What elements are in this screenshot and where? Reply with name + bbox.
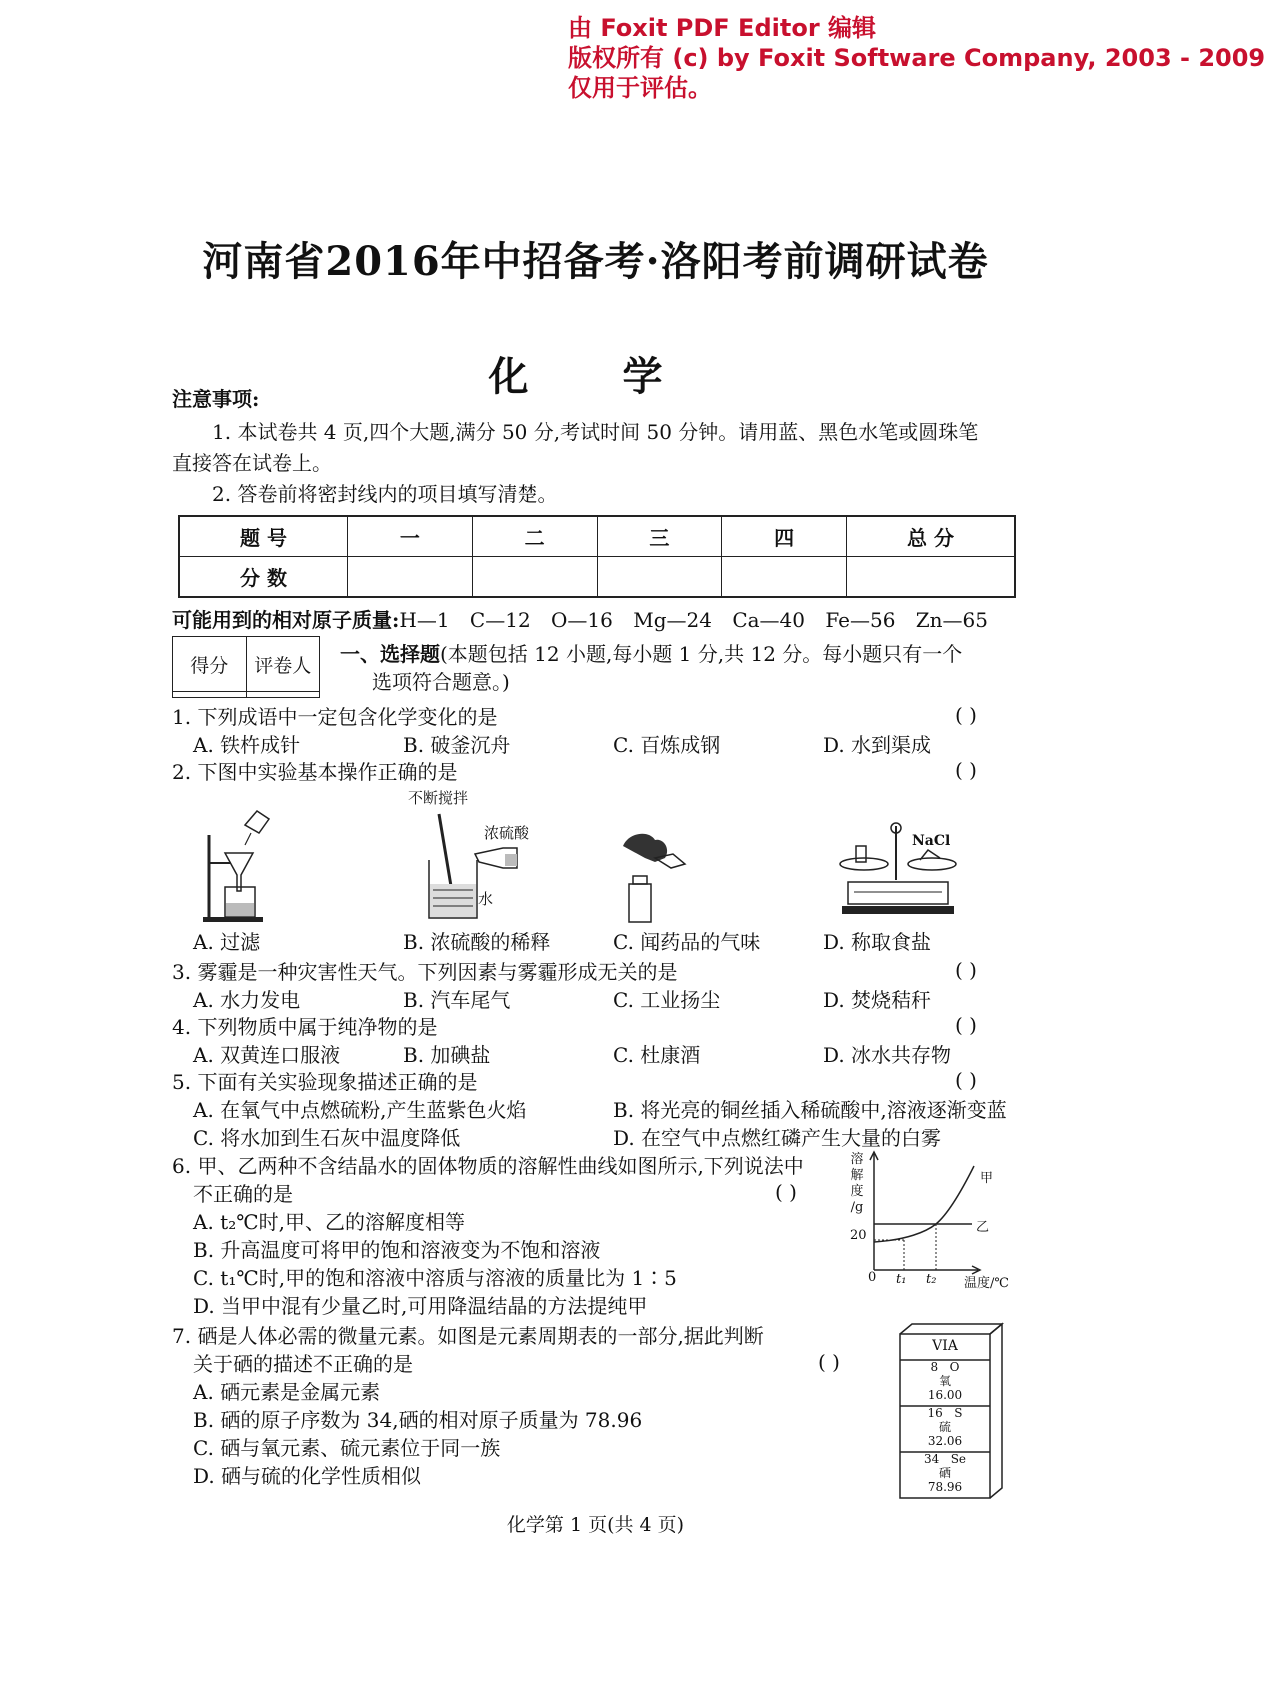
q1-option-d: D. 水到渠成 <box>823 733 932 757</box>
q2-stem: 2. 下图中实验基本操作正确的是 <box>172 760 458 784</box>
q4-option-b: B. 加碘盐 <box>403 1043 491 1067</box>
q6-chart-ylabel-3: 度 <box>850 1184 864 1199</box>
atomic-mass-label: 可能用到的相对原子质量: <box>172 608 400 632</box>
q6-chart-ylabel <box>848 1152 866 1216</box>
q7-cell-symbol: O <box>949 1360 960 1374</box>
section1-desc-a: (本题包括 12 小题,每小题 1 分,共 12 分。每小题只有一个 <box>440 642 963 666</box>
q7-answer-paren[interactable]: ( ) <box>818 1350 840 1374</box>
q5-option-a: A. 在氧气中点燃硫粉,产生蓝紫色火焰 <box>193 1098 527 1122</box>
q6-chart-series-yi: 乙 <box>976 1220 990 1235</box>
score-cell[interactable] <box>722 557 847 598</box>
q1-stem: 1. 下列成语中一定包含化学变化的是 <box>172 705 498 729</box>
score-cell[interactable] <box>597 557 722 598</box>
q7-table-cell-sulfur <box>900 1406 990 1448</box>
section1-title: 一、选择题 <box>340 642 440 666</box>
q3-option-c: C. 工业扬尘 <box>613 988 721 1012</box>
q7-table-group: VIA <box>932 1338 958 1354</box>
balance-scale-figure <box>836 820 966 924</box>
watermark-line-2: 版权所有 (c) by Foxit Software Company, 2003 - 2009 <box>568 44 1265 72</box>
q6-chart-t1: t₁ <box>896 1272 907 1287</box>
q4-answer-paren[interactable]: ( ) <box>955 1013 977 1037</box>
q7-option-c: C. 硒与氧元素、硫元素位于同一族 <box>193 1436 501 1460</box>
q7-option-a: A. 硒元素是金属元素 <box>193 1380 381 1404</box>
q7-cell-number: 34 <box>923 1452 940 1466</box>
q2-label-stir: 不断搅拌 <box>408 789 469 807</box>
q5-option-c: C. 将水加到生石灰中温度降低 <box>193 1126 461 1150</box>
score-header-cell: 题 号 <box>179 516 348 557</box>
notice-item-1b: 直接答在试卷上。 <box>172 451 332 475</box>
q2-answer-paren[interactable]: ( ) <box>955 758 977 782</box>
q7-cell-number: 8 <box>930 1360 939 1374</box>
q3-option-d: D. 焚烧秸秆 <box>823 988 932 1012</box>
q3-option-b: B. 汽车尾气 <box>403 988 511 1012</box>
q7-option-d: D. 硒与硫的化学性质相似 <box>193 1464 422 1488</box>
q2-label-water: 水 <box>478 890 494 908</box>
q7-cell-name: 硒 <box>938 1466 951 1480</box>
q7-table-cell-selenium <box>900 1452 990 1494</box>
page-footer: 化学第 1 页(共 4 页) <box>506 1514 685 1536</box>
q1-option-b: B. 破釜沉舟 <box>403 733 511 757</box>
atomic-mass-line <box>172 606 988 634</box>
q6-stem-a: 6. 甲、乙两种不含结晶水的固体物质的溶解性曲线如图所示,下列说法中 <box>172 1154 804 1178</box>
q4-option-d: D. 冰水共存物 <box>823 1043 952 1067</box>
q2-option-c: C. 闻药品的气味 <box>613 930 761 954</box>
q1-option-a: A. 铁杵成针 <box>193 733 301 757</box>
q6-stem-b: 不正确的是 <box>193 1182 293 1206</box>
grader-score-cell[interactable] <box>173 692 247 698</box>
q7-option-b: B. 硒的原子序数为 34,硒的相对原子质量为 78.96 <box>193 1408 643 1432</box>
q5-option-b: B. 将光亮的铜丝插入稀硫酸中,溶液逐渐变蓝 <box>613 1098 1007 1122</box>
q2-option-b: B. 浓硫酸的稀释 <box>403 930 551 954</box>
q1-answer-paren[interactable]: ( ) <box>955 703 977 727</box>
watermark-line-1: 由 Foxit PDF Editor 编辑 <box>568 14 877 42</box>
q6-answer-paren[interactable]: ( ) <box>775 1180 797 1204</box>
q7-stem-a: 7. 硒是人体必需的微量元素。如图是元素周期表的一部分,据此判断 <box>172 1324 764 1348</box>
q2-option-d: D. 称取食盐 <box>823 930 932 954</box>
q6-option-d: D. 当甲中混有少量乙时,可用降温结晶的方法提纯甲 <box>193 1294 648 1318</box>
section1-desc-b: 选项符合题意。) <box>372 670 510 694</box>
score-header-cell: 一 <box>348 516 473 557</box>
notice-heading: 注意事项: <box>172 387 260 411</box>
atomic-mass-values: H—1 C—12 O—16 Mg—24 Ca—40 Fe—56 Zn—65 <box>399 608 988 632</box>
q7-table-cell-oxygen <box>900 1360 990 1402</box>
q7-cell-number: 16 <box>927 1406 943 1420</box>
q7-cell-mass: 16.00 <box>927 1388 963 1402</box>
q7-cell-name: 氧 <box>938 1374 951 1388</box>
grader-reviewer-label: 评卷人 <box>246 637 320 692</box>
score-table-header-row <box>179 516 1015 557</box>
score-row-label: 分 数 <box>179 557 348 598</box>
q6-solubility-chart <box>866 1150 986 1272</box>
notice-item-2: 2. 答卷前将密封线内的项目填写清楚。 <box>212 482 558 506</box>
q6-chart-series-jia: 甲 <box>980 1171 994 1186</box>
score-header-cell: 二 <box>472 516 597 557</box>
grader-box <box>172 636 320 698</box>
section1-header <box>340 640 962 668</box>
notice-item-1a: 1. 本试卷共 4 页,四个大题,满分 50 分,考试时间 50 分钟。请用蓝、黑色水笔或圆珠笔 <box>212 420 979 444</box>
q7-stem-b: 关于硒的描述不正确的是 <box>193 1352 413 1376</box>
filtration-apparatus-figure <box>195 805 280 925</box>
score-table-score-row <box>179 557 1015 598</box>
score-cell[interactable] <box>472 557 597 598</box>
exam-title: 河南省2016年中招备考·洛阳考前调研试卷 <box>202 238 989 285</box>
q6-chart-xlabel: 温度/℃ <box>964 1276 1009 1291</box>
q3-stem: 3. 雾霾是一种灾害性天气。下列因素与雾霾形成无关的是 <box>172 960 678 984</box>
subject-title: 化 学 <box>488 353 703 400</box>
score-cell[interactable] <box>348 557 473 598</box>
q6-option-c: C. t₁℃时,甲的饱和溶液中溶质与溶液的质量比为 1∶5 <box>193 1266 677 1290</box>
watermark-line-3: 仅用于评估。 <box>568 74 712 102</box>
q7-cell-symbol: Se <box>950 1452 967 1466</box>
q4-option-a: A. 双黄连口服液 <box>193 1043 341 1067</box>
q2-label-acid: 浓硫酸 <box>484 824 530 842</box>
q2-option-a: A. 过滤 <box>193 930 261 954</box>
score-header-cell: 三 <box>597 516 722 557</box>
q7-cell-mass: 78.96 <box>927 1480 963 1494</box>
q6-chart-ylabel-2: 解 <box>850 1168 864 1183</box>
q1-option-c: C. 百炼成钢 <box>613 733 721 757</box>
q6-option-a: A. t₂℃时,甲、乙的溶解度相等 <box>193 1210 465 1234</box>
score-header-cell: 总 分 <box>847 516 1016 557</box>
q2-label-nacl: NaCl <box>912 833 951 849</box>
q5-answer-paren[interactable]: ( ) <box>955 1068 977 1092</box>
q3-answer-paren[interactable]: ( ) <box>955 958 977 982</box>
q6-chart-ylabel-1: 溶 <box>850 1152 864 1167</box>
q6-chart-curve-jia <box>874 1166 974 1242</box>
score-cell[interactable] <box>847 557 1016 598</box>
q6-chart-ylabel-4: /g <box>850 1200 864 1215</box>
q7-cell-mass: 32.06 <box>927 1434 963 1448</box>
q7-cell-symbol: S <box>954 1406 963 1420</box>
q5-option-d: D. 在空气中点燃红磷产生大量的白雾 <box>613 1126 942 1150</box>
grader-score-label: 得分 <box>173 637 247 692</box>
acid-dilution-figure <box>425 810 535 922</box>
q6-chart-t2: t₂ <box>926 1272 937 1287</box>
smell-chemical-figure <box>615 828 695 926</box>
q7-cell-name: 硫 <box>938 1420 951 1434</box>
score-table <box>178 515 1016 598</box>
q4-stem: 4. 下列物质中属于纯净物的是 <box>172 1015 438 1039</box>
q6-option-b: B. 升高温度可将甲的饱和溶液变为不饱和溶液 <box>193 1238 601 1262</box>
score-header-cell: 四 <box>722 516 847 557</box>
grader-reviewer-cell[interactable] <box>246 692 320 698</box>
q3-option-a: A. 水力发电 <box>193 988 301 1012</box>
q6-chart-y-tick: 20 <box>850 1228 867 1243</box>
q6-chart-origin: 0 <box>868 1270 877 1285</box>
q4-option-c: C. 杜康酒 <box>613 1043 701 1067</box>
q5-stem: 5. 下面有关实验现象描述正确的是 <box>172 1070 478 1094</box>
